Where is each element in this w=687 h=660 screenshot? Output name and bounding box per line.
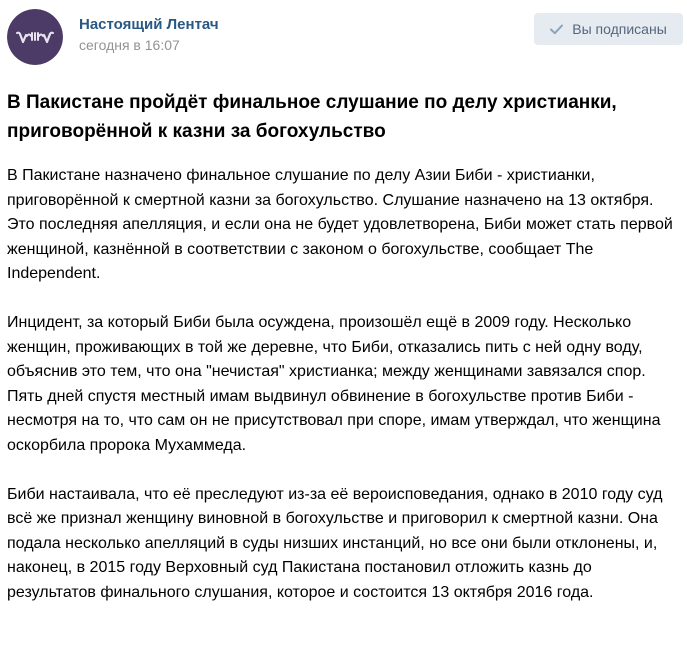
post-paragraph: Инцидент, за который Биби была осуждена, произошёл ещё в 2009 году. Несколько женщин, проживающих в той же деревне, что Биби, отказались пить с ней одну воду, объяснив это тем, что она "нечистая" христианка; между женщинами завязался спор. Пять дней спустя местный имам выдвинул обвинение в богохульстве против Биби - несмотря на то, что сам он не присутствовал при споре, имам утверждал, что женщина оскорбила пророка Мухаммеда. (7, 314, 661, 454)
post-paragraph: В Пакистане назначено финальное слушание по делу Азии Биби - христианки, приговорённой к смертной казни за богохульство. Слушание назначено на 13 октября. Это последняя апелляция, и если она не будет удовлетворена, Биби может стать первой женщиной, казнённой в соответствии с законом о богохульстве, сообщает The Independent. (7, 167, 673, 282)
post-title: В Пакистане пройдёт финальное слушание по делу христианки, приговорённой к казни за богохульство (7, 92, 617, 142)
post-paragraph: Биби настаивала, что её преследуют из-за её вероисповедания, однако в 2010 году суд всё же признал женщину виновной в богохульстве и приговорил к смертной казни. Она подала несколько апелляций в суды низших инстанций, но все они были отклонены, и, наконец, в 2015 году Верховный суд Пакистана постановил отложить казнь до результатов финального слушания, которое и состоится 13 октября 2016 года. (7, 485, 663, 601)
subscribed-button-label: Вы подписаны (572, 21, 667, 37)
post-body (7, 164, 682, 605)
post-timestamp[interactable]: сегодня в 16:07 (79, 37, 180, 53)
lentach-logo-icon[interactable] (7, 9, 63, 65)
subscribed-button[interactable] (534, 13, 683, 45)
check-icon (550, 24, 563, 35)
group-name-link[interactable]: Настоящий Лентач (79, 16, 219, 33)
post-header (0, 0, 687, 80)
